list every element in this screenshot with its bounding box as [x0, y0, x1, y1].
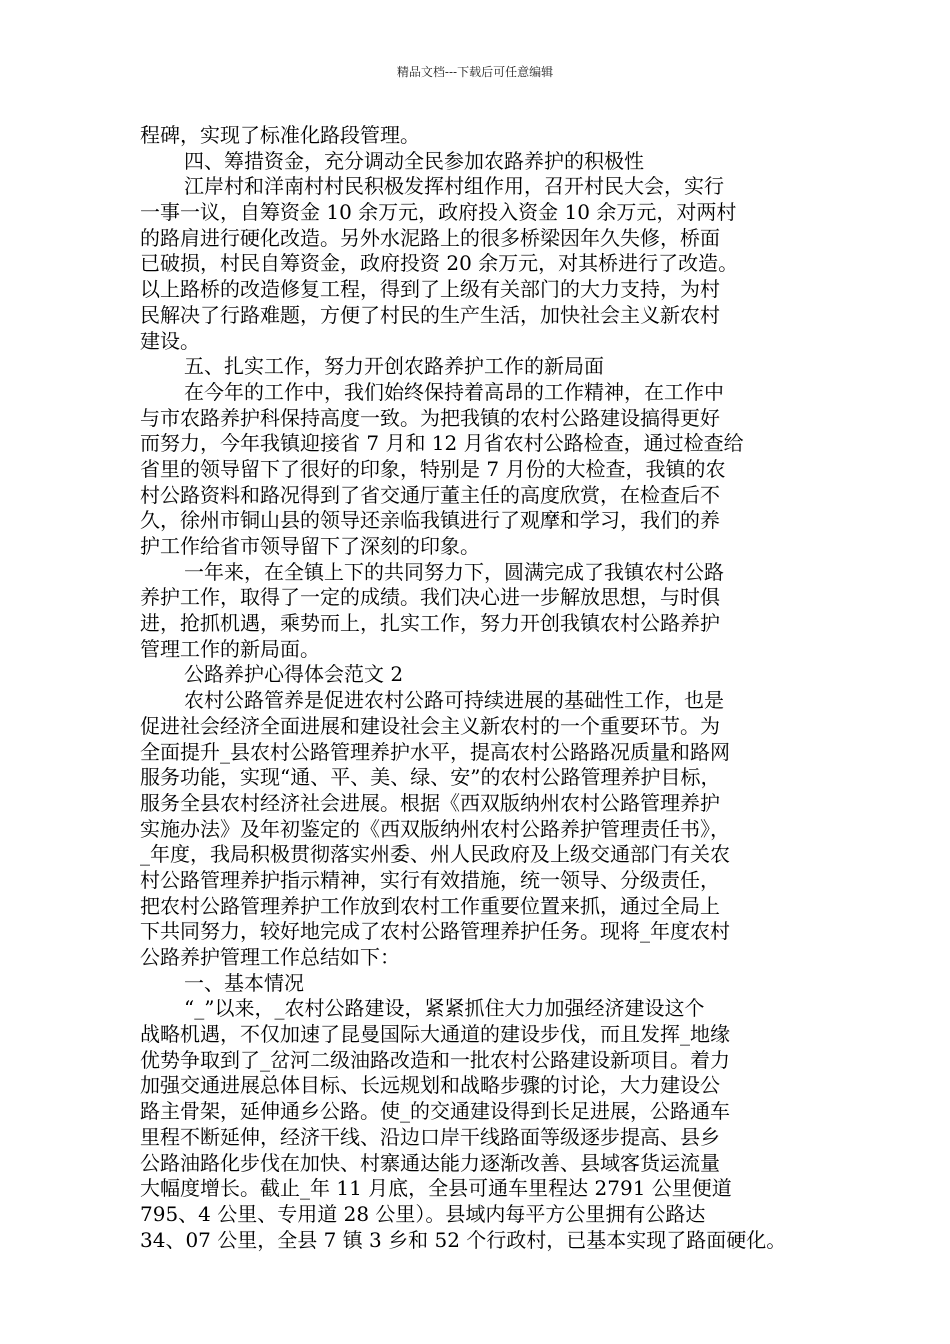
document-body	[140, 123, 816, 1253]
text-line: 在今年的工作中，我们始终保持着高昂的工作精神，在工作中	[184, 379, 724, 404]
page-header: 精品文档---下载后可任意编辑	[396, 65, 554, 79]
text-line: 程碑，实现了标准化路段管理。	[140, 123, 420, 147]
text-line: 一年来，在全镇上下的共同努力下，圆满完成了我镇农村公路	[184, 559, 724, 584]
text-line: 路主骨架，延伸通乡公路。使_的交通建设得到长足进展，公路通车	[140, 1099, 730, 1124]
text-line: 实施办法》及年初鉴定的《西双版纳州农村公路养护管理责任书》，	[140, 816, 730, 841]
text-line: 已破损，村民自筹资金，政府投资 20 余万元，对其桥进行了改造。	[140, 251, 739, 276]
text-line: 促进社会经济全面进展和建设社会主义新农村的一个重要环节。为	[140, 713, 720, 738]
text-line: 村公路资料和路况得到了省交通厅董主任的高度欣赏，在检查后不	[140, 482, 720, 507]
text-line: 34、07 公里，全县 7 镇 3 乡和 52 个行政村，已基本实现了路面硬化。	[140, 1227, 787, 1252]
text-line: 久，徐州市铜山县的领导还亲临我镇进行了观摩和学习，我们的养	[140, 508, 720, 533]
text-line: 战略机遇，不仅加速了昆曼国际大通道的建设步伐，而且发挥_地缘	[140, 1022, 730, 1047]
text-line: 以上路桥的改造修复工程，得到了上级有关部门的大力支持，为村	[140, 277, 720, 302]
text-line: 795、4 公里、专用道 28 公里）。县域内每平方公里拥有公路达	[140, 1201, 706, 1226]
text-line: 养护工作，取得了一定的成绩。我们决心进一步解放思想，与时俱	[140, 585, 720, 610]
text-line: 的路肩进行硬化改造。另外水泥路上的很多桥梁因年久失修，桥面	[140, 225, 720, 250]
text-line: 与市农路养护科保持高度一致。为把我镇的农村公路建设搞得更好	[140, 405, 720, 430]
text-line: 建设。	[140, 328, 200, 353]
text-line: 而努力，今年我镇迎接省 7 月和 12 月省农村公路检查，通过检查给	[140, 431, 744, 456]
text-line: 下共同努力，较好地完成了农村公路管理养护任务。现将_年度农村	[140, 919, 730, 944]
text-line: 大幅度增长。截止_年 11 月底，全县可通车里程达 2791 公里便道	[140, 1176, 732, 1201]
text-line: 护工作给省市领导留下了深刻的印象。	[140, 534, 480, 558]
text-line: 公路养护管理工作总结如下：	[140, 945, 400, 969]
text-line: “_”以来，_农村公路建设，紧紧抓住大力加强经济建设这个	[184, 996, 705, 1021]
text-line: 公路养护心得体会范文 2	[184, 662, 404, 687]
text-line: 里程不断延伸，经济干线、沿边口岸干线路面等级逐步提高、县乡	[140, 1124, 720, 1149]
text-line: 一、基本情况	[184, 970, 304, 995]
text-line: 加强交通进展总体目标、长远规划和战略步骤的讨论，大力建设公	[140, 1073, 720, 1098]
text-line: 民解决了行路难题，方便了村民的生产生活，加快社会主义新农村	[140, 302, 720, 327]
text-line: 一事一议，自筹资金 10 余万元，政府投入资金 10 余万元，对两村	[140, 200, 737, 225]
text-line: 优势争取到了_岔河二级油路改造和一批农村公路建设新项目。着力	[140, 1047, 730, 1072]
text-line: 进，抢抓机遇，乘势而上，扎实工作，努力开创我镇农村公路养护	[140, 611, 720, 636]
text-line: 村公路管理养护指示精神，实行有效措施，统一领导、分级责任，	[140, 867, 720, 892]
text-line: 服务功能，实现“通、平、美、绿、安”的农村公路管理养护目标，	[140, 765, 721, 790]
text-line: 农村公路管养是促进农村公路可持续进展的基础性工作，也是	[184, 688, 724, 713]
text-line: 管理工作的新局面。	[140, 636, 320, 661]
text-line: 服务全县农村经济社会进展。根据《西双版纳州农村公路管理养护	[140, 790, 720, 815]
text-line: 全面提升_县农村公路管理养护水平，提高农村公路路况质量和路网	[140, 739, 730, 764]
text-line: 省里的领导留下了很好的印象，特别是 7 月份的大检查，我镇的农	[140, 456, 726, 481]
text-line: 五、扎实工作，努力开创农路养护工作的新局面	[184, 354, 604, 379]
text-line: 四、筹措资金，充分调动全民参加农路养护的积极性	[184, 148, 644, 173]
text-line: 江岸村和洋南村村民积极发挥村组作用，召开村民大会，实行	[184, 174, 724, 199]
text-line: 公路油路化步伐在加快、村寨通达能力逐渐改善、县域客货运流量	[140, 1150, 720, 1175]
text-line: _年度，我局积极贯彻落实州委、州人民政府及上级交通部门有关农	[140, 842, 730, 867]
text-line: 把农村公路管理养护工作放到农村工作重要位置来抓，通过全局上	[140, 893, 720, 918]
